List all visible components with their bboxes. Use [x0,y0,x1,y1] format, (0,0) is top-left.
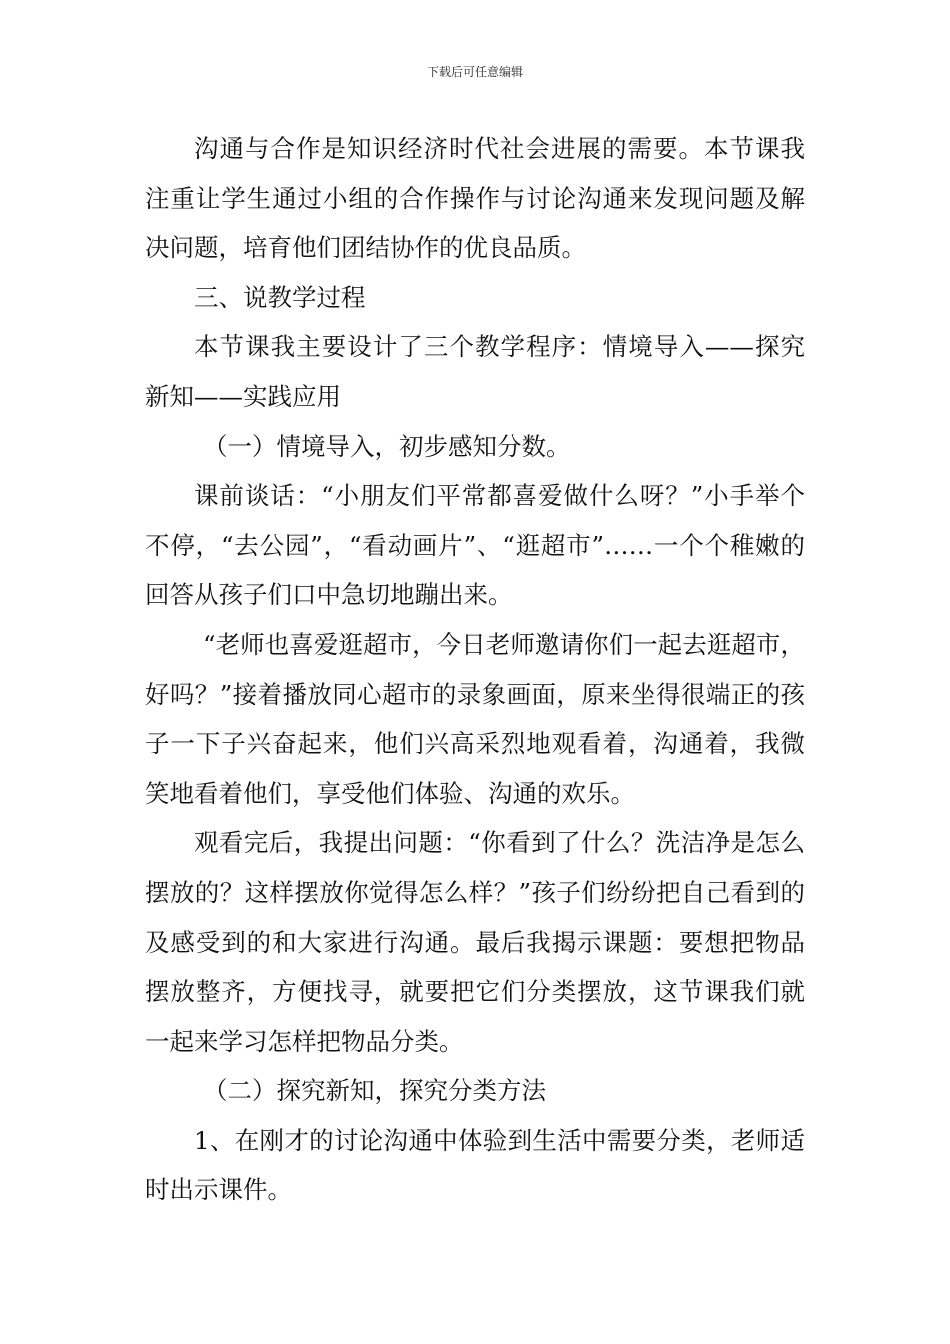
section-heading-teaching-process: 三、说教学过程 [194,282,366,312]
page-header: 下载后可任意编辑 [426,65,523,79]
document-body [145,124,805,1215]
subsection-heading-introduction: （一）情境导入，初步感知分数。 [203,431,571,461]
subsection-heading-explore: （二）探究新知，探究分类方法 [203,1076,546,1106]
paragraph-communication: 沟通与合作是知识经济时代社会进展的需要。本节课我注重让学生通过小组的合作操作与讨论沟通来发现问题及解决问题，培育他们团结协作的优良品质。 [145,134,805,263]
paragraph-pre-class-talk: 课前谈话：“小朋友们平常都喜爱做什么呀？”小手举个不停，“去公园”，“看动画片”、“逛超市”……一个个稚嫩的回答从孩子们口中急切地蹦出来。 [145,481,805,610]
paragraph-step-1: 1、在刚才的讨论沟通中体验到生活中需要分类，老师适时出示课件。 [145,1125,805,1205]
paragraph-supermarket: “老师也喜爱逛超市，今日老师邀请你们一起去逛超市，好吗？”接着播放同心超市的录象画面，原来坐得很端正的孩子一下子兴奋起来，他们兴高采烈地观看着，沟通着，我微笑地看着他们，享受他们体验、沟通的欢乐。 [145,629,805,808]
paragraph-procedures: 本节课我主要设计了三个教学程序：情境导入——探究新知——实践应用 [145,332,805,411]
paragraph-questions: 观看完后，我提出问题：“你看到了什么？洗洁净是怎么摆放的？这样摆放你觉得怎么样？”孩子们纷纷把自己看到的及感受到的和大家进行沟通。最后我揭示课题：要想把物品摆放整齐，方便找寻，就要把它们分类摆放，这节课我们就一起来学习怎样把物品分类。 [145,828,805,1056]
